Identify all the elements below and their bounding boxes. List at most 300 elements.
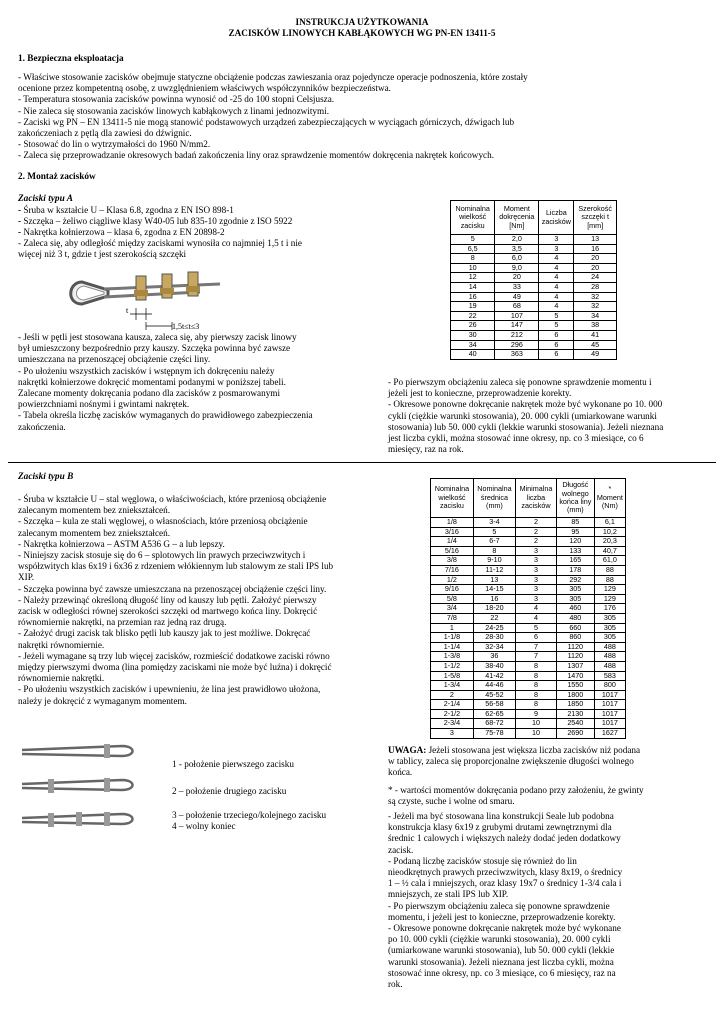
table-cell: 176 <box>594 604 625 614</box>
seale-line: - Po pierwszym obciążeniu zaleca się ponowne sprawdzenie <box>388 900 610 911</box>
type-b-line: nakrętki równomiernie. <box>18 639 105 650</box>
table-cell: 296 <box>495 340 539 350</box>
type-a-right-line: stosowania) lub 50. 000 cykli (lekkie warunki stosowania). Jeżeli nieznana <box>388 421 664 432</box>
table-row <box>431 604 626 614</box>
table-cell: 3 <box>539 235 574 245</box>
type-b-line: zacisk w odległości równej szerokości szczęki od martwego końca liny. Dokręcić <box>18 606 318 617</box>
table-row <box>451 302 617 312</box>
diagram-range-label: 1,5t≤t≤3 <box>172 322 200 331</box>
table-cell: 1017 <box>594 690 625 700</box>
type-a-right-line: miesięcy, raz na rok. <box>388 444 464 455</box>
table-cell: 3,5 <box>495 244 539 254</box>
part-text: Nakrętka kołnierzowa – klasa 6, zgodna z EN 20898-2 <box>21 227 225 238</box>
type-a-line: Zalecane momenty dokręcania podano dla zacisków z posmarowanymi <box>18 388 281 399</box>
type-a-heading: Zaciski typu A <box>18 194 73 204</box>
table-cell: 1800 <box>556 690 594 700</box>
table-cell: 36 <box>473 652 515 662</box>
table-cell: 305 <box>594 623 625 633</box>
type-b-line: - Szczęka – kula ze stali węglowej, o własnościach, które przeniosą obciążenie <box>18 516 308 527</box>
seale-line: momentu, i jeżeli jest to konieczne, przeprowadzenie korekty. <box>388 911 616 922</box>
type-a-spacing-line: - Zaleca się, aby odległość między zaciskami wynosiła co najmniej 1,5 t i nie <box>18 238 302 248</box>
table-cell: 40,7 <box>594 546 625 556</box>
type-b-line: - Założyć drugi zacisk tak blisko pętli lub kauszy jak to jest możliwe. Dokręcać <box>18 628 311 639</box>
table-row <box>451 235 617 245</box>
type-b-table-header-cell: Minimalna liczba zacisków <box>516 479 557 518</box>
type-b-table-header-cell: * Moment (Nm) <box>594 479 625 518</box>
type-a-part-line <box>18 216 292 227</box>
table-cell: 6 <box>539 350 574 360</box>
uwaga-text: Jeżeli stosowana jest większa liczba zacisków niż podana <box>426 745 641 755</box>
table-row <box>451 350 617 360</box>
table-cell: 147 <box>495 321 539 331</box>
table-cell: 12 <box>451 273 495 283</box>
table-cell: 4 <box>516 604 557 614</box>
table-row <box>431 719 626 729</box>
table-cell: 3 <box>516 556 557 566</box>
table-cell: 6,1 <box>594 518 625 528</box>
table-row <box>431 546 626 556</box>
part-text: Szczęka – żeliwo ciągliwe klasy W40-05 lub 835-10 zgodnie z ISO 5922 <box>21 216 293 227</box>
table-cell: 6 <box>539 330 574 340</box>
table-cell: 2-1/4 <box>431 700 474 710</box>
type-b-line: zalecanym momentem bez zniekształceń. <box>18 527 171 538</box>
table-cell: 44-46 <box>473 681 515 691</box>
type-a-text <box>18 332 313 433</box>
table-cell: 292 <box>556 575 594 585</box>
table-cell: 1017 <box>594 719 625 729</box>
table-cell: 24 <box>574 273 617 283</box>
table-cell: 45 <box>574 340 617 350</box>
table-row <box>431 585 626 595</box>
table-cell: 38 <box>574 321 617 331</box>
type-a-table-header-row <box>451 201 617 235</box>
table-cell: 9 <box>516 709 557 719</box>
section1-line: zakończeniach z pętlą dla zawiesi do dźwignic. <box>18 128 192 139</box>
table-cell: 75-78 <box>473 729 515 739</box>
type-b-line: należy je dokręcić z wymaganym momentem. <box>18 695 187 706</box>
step-3: 3 – położenie trzeciego/kolejnego zacisku <box>172 810 327 820</box>
type-b-line: - Śruba w kształcie U – stal węglowa, o właściwościach, które przeniosą obciążenie <box>18 494 327 504</box>
table-row <box>431 527 626 537</box>
table-cell: 1-1/4 <box>431 642 474 652</box>
clip-3-icon <box>186 272 200 296</box>
table-cell: 120 <box>556 537 594 547</box>
table-cell: 20 <box>495 273 539 283</box>
section1-line: - Zaleca się przeprowadzanie okresowych badań zakończenia liny oraz sprawdzenie momentów dokręcenia nakrętek końcowych. <box>18 150 495 161</box>
table-cell: 8 <box>516 681 557 691</box>
type-b-line: współzwitych klas 6x19 i 6x36 z rdzeniem włókiennym lub stalowym ze stali IPS lub <box>18 561 334 572</box>
table-row <box>431 661 626 671</box>
uwaga-note <box>388 745 688 779</box>
table-cell: 2690 <box>556 729 594 739</box>
table-cell: 3/4 <box>431 604 474 614</box>
table-cell: 2 <box>516 537 557 547</box>
table-cell: 2130 <box>556 709 594 719</box>
table-cell: 32 <box>574 292 617 302</box>
table-cell: 107 <box>495 311 539 321</box>
table-cell: 8 <box>516 690 557 700</box>
table-cell: 88 <box>594 565 625 575</box>
table-cell: 3/8 <box>431 556 474 566</box>
section1-line: ocenione przez kompetentną osobę, z uwzględnieniem właściwych współczynników bezpieczeństwa. <box>18 83 391 94</box>
table-cell: 1550 <box>556 681 594 691</box>
table-cell: 49 <box>495 292 539 302</box>
seale-line: - Okresowe ponowne dokręcanie nakrętek może być wykonane <box>388 923 621 934</box>
table-cell: 28 <box>574 282 617 292</box>
seale-line: (umiarkowane warunki stosowania), lub 50. 000 cykli (lekkie <box>388 945 615 956</box>
table-cell: 6 <box>539 340 574 350</box>
footnote-line: * - wartości momentów dokręcania podano przy założeniu, że gwinty <box>388 785 644 795</box>
table-cell: 1 <box>431 623 474 633</box>
type-b-line: - Nakrętka kołnierzowa – ASTM A536 G – a lub lepszy. <box>18 538 225 549</box>
table-cell: 480 <box>556 613 594 623</box>
table-cell: 860 <box>556 633 594 643</box>
table-cell: 1470 <box>556 671 594 681</box>
table-cell: 30 <box>451 330 495 340</box>
table-cell: 2-1/2 <box>431 709 474 719</box>
table-cell: 5 <box>473 527 515 537</box>
uwaga-text: końca. <box>388 767 413 778</box>
section1-line: - Temperatura stosowania zacisków powinna wynosić od -25 do 100 stopni Celsjusza. <box>18 94 335 105</box>
section1-text <box>18 72 528 162</box>
table-cell: 8 <box>451 254 495 264</box>
table-cell: 660 <box>556 623 594 633</box>
table-cell: 6,0 <box>495 254 539 264</box>
type-a-line: był umieszczony bezpośrednio przy kauszy. Szczęka powinna być zawsze <box>18 343 291 354</box>
table-cell: 1017 <box>594 709 625 719</box>
table-cell: 4 <box>539 282 574 292</box>
table-cell: 3 <box>516 565 557 575</box>
table-row <box>431 594 626 604</box>
table-cell: 4 <box>539 273 574 283</box>
table-cell: 2 <box>431 690 474 700</box>
type-a-part-line <box>18 227 292 238</box>
type-b-text <box>18 494 333 707</box>
table-cell: 8 <box>473 546 515 556</box>
table-cell: 49 <box>574 350 617 360</box>
table-cell: 363 <box>495 350 539 360</box>
seale-line: - Jeżeli ma być stosowana lina konstrukcji Seale lub podobna <box>388 811 614 821</box>
type-b-table-header-cell: Nominalna średnica (mm) <box>473 479 515 518</box>
type-b-clip-diagrams <box>18 738 138 838</box>
table-cell: 7 <box>516 642 557 652</box>
type-b-line: zalecanym momentem bez zniekształceń. <box>18 505 171 516</box>
section1-line: - Zaciski wg PN – EN 13411-5 nie mogą stanowić podstawowych urządzeń zabezpieczających w wyciągach górniczych, dźwigach lub <box>18 116 515 127</box>
type-b-line: XIP. <box>18 572 35 583</box>
table-cell: 133 <box>556 546 594 556</box>
table-cell: 9/16 <box>431 585 474 595</box>
seale-line: konstrukcja klasy 6x19 z grubymi drutami zewnętrznymi dla <box>388 822 612 833</box>
step-1: 1 - położenie pierwszego zacisku <box>172 759 294 769</box>
table-cell: 305 <box>556 594 594 604</box>
table-cell: 85 <box>556 518 594 528</box>
table-cell: 19 <box>451 302 495 312</box>
type-b-table-header-row <box>431 479 626 518</box>
table-cell: 88 <box>594 575 625 585</box>
table-cell: 16 <box>451 292 495 302</box>
table-row <box>451 254 617 264</box>
clip-2-icon <box>160 274 174 298</box>
table-cell: 22 <box>451 311 495 321</box>
table-cell: 32-34 <box>473 642 515 652</box>
table-cell: 178 <box>556 565 594 575</box>
table-cell: 10 <box>451 263 495 273</box>
type-b-line: - Po ułożeniu wszystkich zacisków i upewnieniu, że lina jest prawidłowo ułożona, <box>18 684 321 695</box>
table-cell: 1-3/4 <box>431 681 474 691</box>
table-cell: 129 <box>594 594 625 604</box>
table-cell: 40 <box>451 350 495 360</box>
thimble-loop-icon <box>71 282 108 304</box>
table-cell: 5/16 <box>431 546 474 556</box>
section2-heading: 2. Montaż zacisków <box>18 172 96 182</box>
table-cell: 14-15 <box>473 585 515 595</box>
table-cell: 56-58 <box>473 700 515 710</box>
type-a-table-header-cell: Szerokość szczęki t [mm] <box>574 201 617 235</box>
table-cell: 68 <box>495 302 539 312</box>
uwaga-line <box>388 745 688 756</box>
seale-line: nieodkrętnych prawych przeciwzwitych, klasy 8x19, o średnicy <box>388 867 623 878</box>
table-cell: 13 <box>473 575 515 585</box>
table-cell: 7/16 <box>431 565 474 575</box>
type-a-spacing-text <box>18 238 302 260</box>
type-b-line: równomiernie nakrętki, na przemian raz jedną raz drugą. <box>18 617 227 628</box>
table-row <box>431 613 626 623</box>
type-a-table-header-cell: Nominalna wielkość zacisku <box>451 201 495 235</box>
table-cell: 3 <box>539 244 574 254</box>
table-cell: 4 <box>539 254 574 264</box>
document-title-line2: ZACISKÓW LINOWYCH KABŁĄKOWYCH WG PN-EN 13411-5 <box>228 28 496 38</box>
table-row <box>431 681 626 691</box>
table-cell: 3/16 <box>431 527 474 537</box>
table-row <box>431 633 626 643</box>
table-cell: 488 <box>594 652 625 662</box>
table-cell: 2 <box>516 527 557 537</box>
type-b-heading: Zaciski typu B <box>18 472 74 482</box>
type-a-right-line: jeżeli jest to konieczne, przeprowadzenie korekty. <box>388 388 572 399</box>
table-cell: 4 <box>539 302 574 312</box>
uwaga-line <box>388 756 688 767</box>
table-cell: 10 <box>516 729 557 739</box>
table-cell: 1-1/2 <box>431 661 474 671</box>
table-cell: 1307 <box>556 661 594 671</box>
seale-line: 1 – ½ cala i mniejszych, oraz klasy 19x7 o średnicy 1-3/4 cala i <box>388 878 622 889</box>
type-b-table <box>430 478 626 739</box>
type-a-line: nakrętki kołnierzowe dokręcić momentami podanymi w poniższej tabeli. <box>18 376 286 387</box>
table-cell: 2540 <box>556 719 594 729</box>
table-cell: 3 <box>516 546 557 556</box>
type-a-right-line: cykli (ciężkie warunki stosowania), 20. 000 cykli (umiarkowane warunki <box>388 410 657 421</box>
table-cell: 5 <box>539 321 574 331</box>
seale-line: stosować inne okresy, np. co 3 miesiące, co 6 miesięcy, raz na <box>388 967 616 978</box>
seale-line: warunki stosowania). Jeżeli nieznana jest liczba cykli, można <box>388 956 614 967</box>
table-cell: 2 <box>516 518 557 528</box>
table-cell: 24-25 <box>473 623 515 633</box>
uwaga-line <box>388 767 688 778</box>
table-cell: 41-42 <box>473 671 515 681</box>
table-cell: 1/4 <box>431 537 474 547</box>
bullet-dash: - <box>18 205 22 215</box>
seale-line: średnic 1 calowych i większych należy dodać jeden dodatkowy <box>388 833 621 844</box>
type-a-line: - Tabela określa liczbę zacisków wymaganych do prawidłowego zabezpieczenia <box>18 410 313 421</box>
seale-line: - Podaną liczbę zacisków stosuje się również do lin <box>388 855 577 866</box>
table-cell: 61,0 <box>594 556 625 566</box>
type-a-spacing-line: więcej niż 3 t, gdzie t jest szerokością szczęki <box>18 249 187 260</box>
table-cell: 4 <box>516 613 557 623</box>
table-cell: 488 <box>594 661 625 671</box>
table-cell: 38-40 <box>473 661 515 671</box>
table-cell: 212 <box>495 330 539 340</box>
table-cell: 6,5 <box>451 244 495 254</box>
type-a-line: zakończenia. <box>18 421 66 432</box>
table-cell: 6 <box>516 633 557 643</box>
table-cell: 20 <box>574 254 617 264</box>
table-cell: 11-12 <box>473 565 515 575</box>
table-cell: 460 <box>556 604 594 614</box>
type-b-table-header-cell: Długość wolnego końca liny (mm) <box>556 479 594 518</box>
section1-line: - Stosować do lin o wytrzymałości do 1960 N/mm2. <box>18 139 211 150</box>
table-cell: 10,2 <box>594 527 625 537</box>
table-cell: 1017 <box>594 700 625 710</box>
table-cell: 305 <box>594 613 625 623</box>
table-cell: 18-20 <box>473 604 515 614</box>
table-cell: 8 <box>516 671 557 681</box>
table-cell: 34 <box>574 311 617 321</box>
table-cell: 5/8 <box>431 594 474 604</box>
table-cell: 4 <box>539 292 574 302</box>
type-a-right-line: jest liczba cykli, można stosować inne okresy, np. co 3 miesiące, co 6 <box>388 433 644 444</box>
clip-1-icon <box>134 276 148 300</box>
type-b-line: równomiernie nakrętki. <box>18 673 105 684</box>
table-cell: 1627 <box>594 729 625 739</box>
table-row <box>431 700 626 710</box>
table-row <box>431 556 626 566</box>
table-cell: 305 <box>556 585 594 595</box>
seale-text <box>388 811 622 990</box>
table-cell: 16 <box>473 594 515 604</box>
table-row <box>431 565 626 575</box>
table-cell: 9-10 <box>473 556 515 566</box>
seale-line: mniejszych, ze stali IPS lub XIP. <box>388 889 509 900</box>
table-cell: 28-30 <box>473 633 515 643</box>
table-cell: 5 <box>539 311 574 321</box>
table-row <box>451 321 617 331</box>
type-b-line: - Niniejszy zacisk stosuje się do 6 – splotowych lin prawych przeciwzwitych i <box>18 550 306 561</box>
table-cell: 5 <box>516 623 557 633</box>
table-cell: 4 <box>539 263 574 273</box>
type-b-line: - Należy przewinąć określoną długość liny od kauszy lub pętli. Założyć pierwszy <box>18 594 317 605</box>
table-row <box>431 729 626 739</box>
type-a-right-line: - Okresowe ponowne dokręcanie nakrętek może być wykonane po 10. 000 <box>388 399 663 410</box>
type-a-table <box>450 200 617 360</box>
table-cell: 3 <box>516 594 557 604</box>
table-cell: 33 <box>495 282 539 292</box>
table-cell: 7/8 <box>431 613 474 623</box>
seale-line: po 10. 000 cykli (ciężkie warunki stosowania), 20. 000 cykli <box>388 934 611 945</box>
bullet-dash: - <box>18 227 22 238</box>
table-cell: 3 <box>516 575 557 585</box>
type-a-line: powierzchniami nośnymi i gwintami nakrętek. <box>18 399 190 410</box>
table-cell: 1-1/8 <box>431 633 474 643</box>
table-cell: 2-3/4 <box>431 719 474 729</box>
table-cell: 62-65 <box>473 709 515 719</box>
seale-line: rok. <box>388 979 403 990</box>
type-a-parts <box>18 205 292 239</box>
section1-line: - Nie zaleca się stosowania zacisków linowych kabłąkowych z linami jednozwitymi. <box>18 105 330 116</box>
type-b-line: - Jeżeli wymagane są trzy lub więcej zacisków, rozmieścić dodatkowe zaciski równo <box>18 650 330 661</box>
table-cell: 3-4 <box>473 518 515 528</box>
torque-footnote <box>388 785 644 807</box>
table-cell: 1850 <box>556 700 594 710</box>
table-cell: 800 <box>594 681 625 691</box>
table-cell: 22 <box>473 613 515 623</box>
table-row <box>431 575 626 585</box>
table-cell: 68-72 <box>473 719 515 729</box>
table-row <box>451 282 617 292</box>
type-a-right-text <box>388 377 663 455</box>
table-cell: 1-3/8 <box>431 652 474 662</box>
table-cell: 1120 <box>556 652 594 662</box>
rope-stage-2-icon <box>22 778 133 793</box>
table-cell: 8 <box>516 700 557 710</box>
uwaga-label: UWAGA: <box>388 745 427 755</box>
table-cell: 8 <box>516 661 557 671</box>
part-text: Śruba w kształcie U – Klasa 6.8, zgodna z EN ISO 898-1 <box>21 205 234 215</box>
type-b-line: między pierwszymi dwoma (lina pomiędzy zaciskami nie może być luźna) i dokręcić <box>18 662 332 673</box>
table-cell: 305 <box>594 633 625 643</box>
table-cell: 95 <box>556 527 594 537</box>
type-a-line: - Jeśli w pętli jest stosowana kausza, zaleca się, aby pierwszy zacisk linowy <box>18 332 297 342</box>
section1-heading: 1. Bezpieczna eksploatacja <box>18 54 124 64</box>
table-cell: 16 <box>574 244 617 254</box>
document-title-line1: INSTRUKCJA UŻYTKOWANIA <box>295 17 429 27</box>
step-2: 2 – położenie drugiego zacisku <box>172 786 287 796</box>
bullet-dash: - <box>18 216 22 227</box>
table-cell: 3 <box>516 585 557 595</box>
table-cell: 34 <box>451 340 495 350</box>
type-a-table-header-cell: Liczba zacisków <box>539 201 574 235</box>
uwaga-text: w tablicy, zaleca się proporcjonalne zwiększenie długości wolnego <box>388 756 634 767</box>
type-a-table-header-cell: Moment dokręcenia [Nm] <box>495 201 539 235</box>
table-row <box>431 652 626 662</box>
table-cell: 1/2 <box>431 575 474 585</box>
table-row <box>431 518 626 528</box>
table-cell: 1120 <box>556 642 594 652</box>
table-cell: 488 <box>594 642 625 652</box>
seale-line: zacisk. <box>388 844 414 855</box>
table-cell: 9,0 <box>495 263 539 273</box>
section1-line: - Właściwe stosowanie zacisków obejmuje statyczne obciążenie podczas zawieszania oraz pojedyncze operacje podnoszenia, które zostały <box>18 72 528 82</box>
type-a-right-line: - Po pierwszym obciążeniu zaleca się ponowne sprawdzenie momentu i <box>388 377 652 387</box>
table-cell: 7 <box>516 652 557 662</box>
step-4: 4 – wolny koniec <box>172 821 236 831</box>
table-row <box>431 537 626 547</box>
type-a-line: umieszczana na przenoszącej obciążenie części liny. <box>18 354 211 365</box>
table-cell: 2,0 <box>495 235 539 245</box>
table-cell: 5 <box>451 235 495 245</box>
table-cell: 165 <box>556 556 594 566</box>
type-a-part-line <box>18 205 292 216</box>
diagram-t-label: t <box>126 306 129 315</box>
table-cell: 20 <box>574 263 617 273</box>
table-row <box>451 330 617 340</box>
type-a-clip-diagram <box>60 262 225 334</box>
rope-stage-1-icon <box>22 744 133 758</box>
table-cell: 26 <box>451 321 495 331</box>
table-cell: 14 <box>451 282 495 292</box>
table-cell: 45-52 <box>473 690 515 700</box>
table-cell: 6-7 <box>473 537 515 547</box>
section-divider <box>8 462 716 463</box>
